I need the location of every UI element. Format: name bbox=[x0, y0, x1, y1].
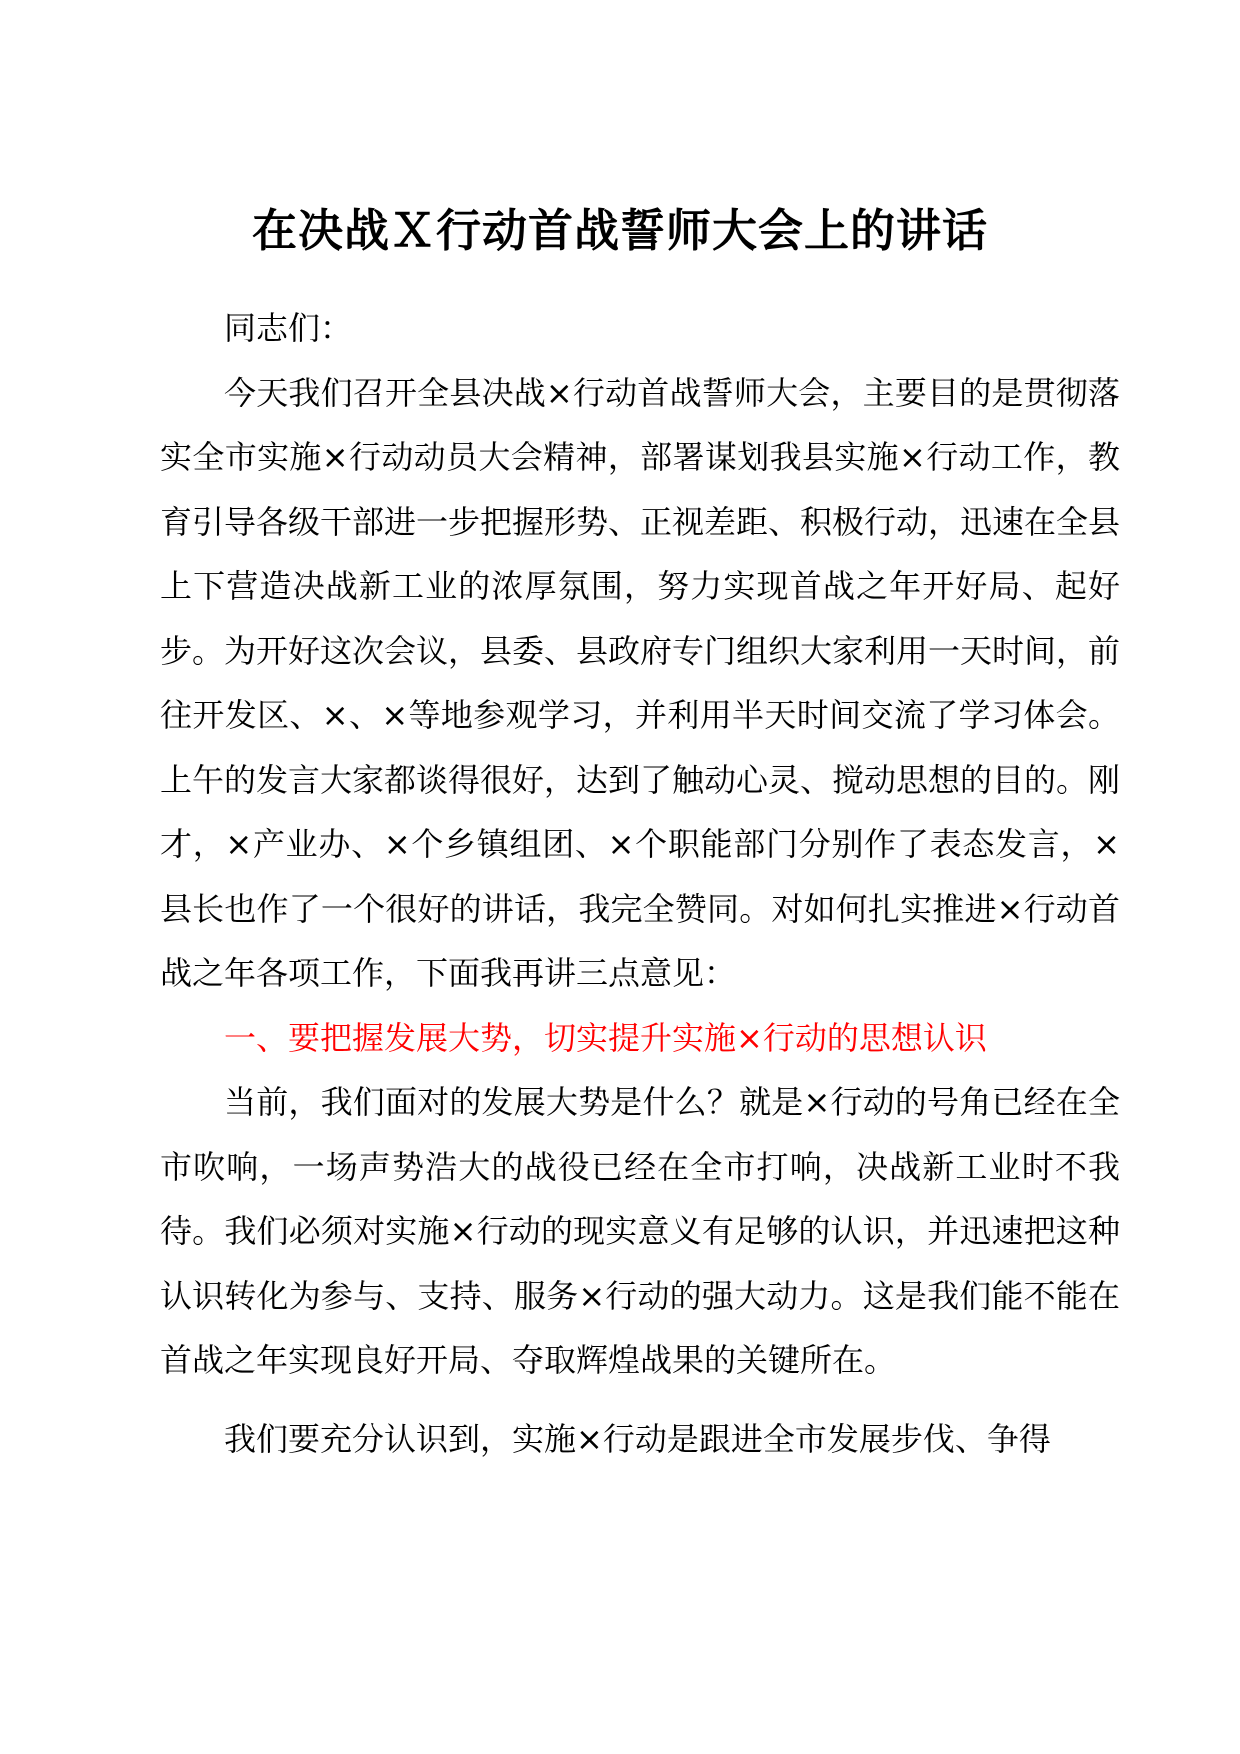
section-heading: 一、要把握发展大势，切实提升实施×行动的思想认识 bbox=[224, 1018, 987, 1057]
intro-paragraph: 今天我们召开全县决战×行动首战誓师大会，主要目的是贯彻落实全市实施×行动动员大会精神，部署谋划我县实施×行动工作，教育引导各级干部进一步把握形势、正视差距、积极行动，迅速在全县上下营造决战新工业的浓厚氛围，努力实现首战之年开好局、起好步。为开好这次会议，县委、县政府专门组织大家利用一天时间，前往开发区、×、×等地参观学习，并利用半天时间交流了学习体会。上午的发言大家都谈得很好，达到了触动心灵、搅动思想的目的。刚才，×产业办、×个乡镇组团、×个职能部门分别作了表态发言，×县长也作了一个很好的讲话，我完全赞同。对如何扎实推进×行动首战之年各项工作，下面我再讲三点意见： bbox=[160, 373, 1121, 992]
document-body bbox=[160, 296, 1120, 1471]
document-title: 在决战Ｘ行动首战誓师大会上的讲话 bbox=[251, 204, 988, 257]
section-paragraph-1: 当前，我们面对的发展大势是什么？就是×行动的号角已经在全市吹响，一场声势浩大的战役已经在全市打响，决战新工业时不我待。我们必须对实施×行动的现实意义有足够的认识，并迅速把这种认识转化为参与、支持、服务×行动的强大动力。这是我们能不能在首战之年实现良好开局、夺取辉煌战果的关键所在。 bbox=[160, 1083, 1120, 1379]
section-paragraph-2: 我们要充分认识到，实施×行动是跟进全市发展步伐、争得 bbox=[224, 1419, 1051, 1458]
salutation: 同志们： bbox=[224, 309, 353, 347]
